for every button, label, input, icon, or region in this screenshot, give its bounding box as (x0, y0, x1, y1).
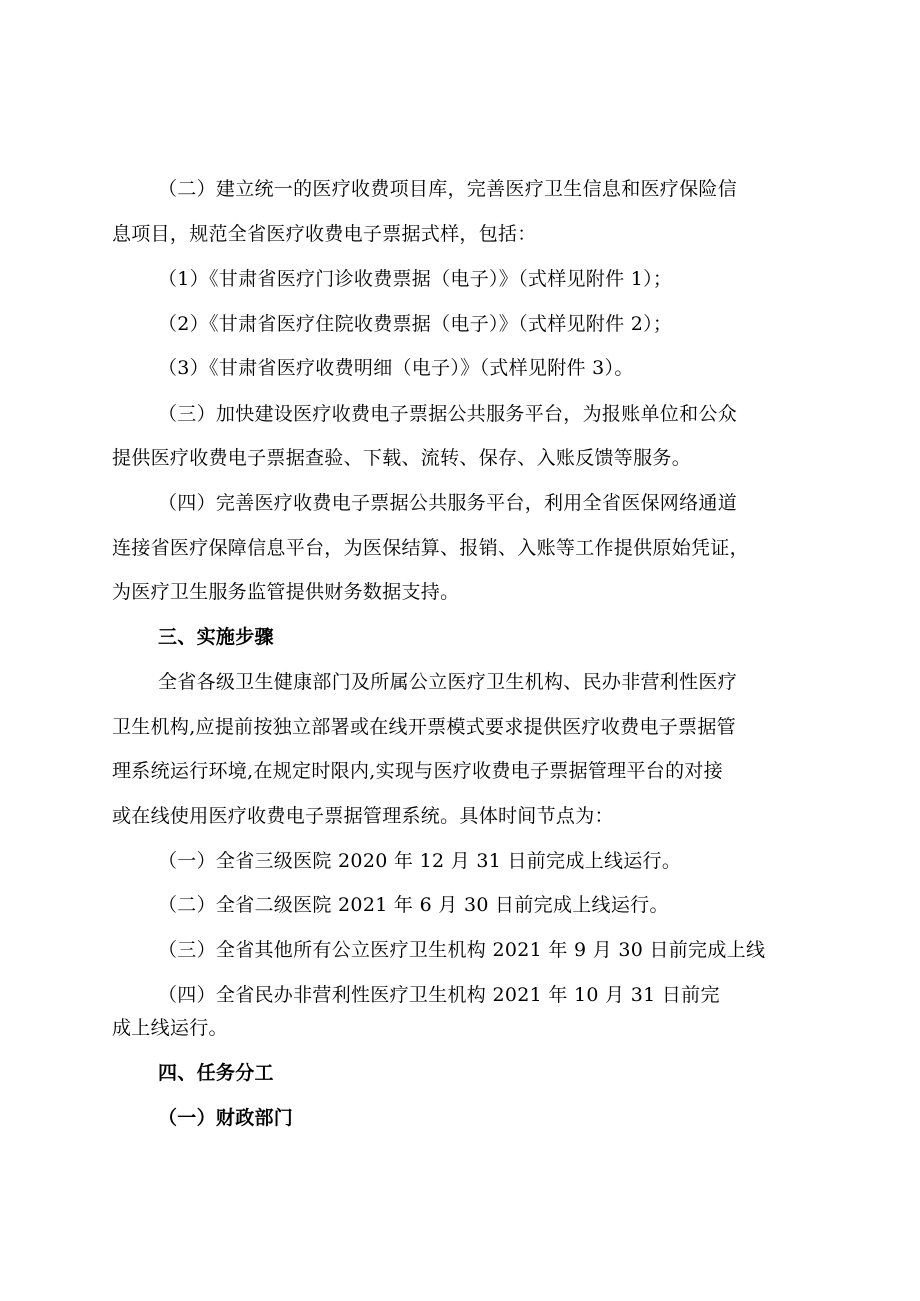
step-4-line-1: （四）全省民办非营利性医疗卫生机构 2021 年 10 月 31 日前完 (158, 984, 720, 1006)
step-4-line-2: 成上线运行。 (112, 1017, 228, 1039)
step-3: （三）全省其他所有公立医疗卫生机构 2021 年 9 月 30 日前完成上线 (158, 939, 766, 961)
section-3-heading: 三、实施步骤 (158, 626, 274, 648)
section-3-para-line-4: 或在线使用医疗收费电子票据管理系统。具体时间节点为： (112, 805, 614, 827)
item-3-line-2: 提供医疗收费电子票据查验、下载、流转、保存、入账反馈等服务。 (112, 447, 692, 469)
item-2-line-2: 息项目，规范全省医疗收费电子票据式样，包括： (112, 223, 537, 245)
sub-item-3: （3）《甘肃省医疗收费明细（电子）》（式样见附件 3）。 (158, 357, 634, 379)
section-4-sub-heading: （一）财政部门 (158, 1107, 294, 1129)
section-3-para-line-2: 卫生机构,应提前按独立部署或在线开票模式要求提供医疗收费电子票据管 (112, 716, 736, 738)
item-4-line-3: 为医疗卫生服务监管提供财务数据支持。 (112, 581, 460, 603)
item-4-line-2: 连接省医疗保障信息平台，为医保结算、报销、入账等工作提供原始凭证， (112, 537, 749, 559)
item-3-line-1: （三）加快建设医疗收费电子票据公共服务平台，为报账单位和公众 (158, 403, 738, 425)
sub-item-2: （2）《甘肃省医疗住院收费票据（电子）》（式样见附件 2）； (158, 313, 673, 335)
section-4-heading: 四、任务分工 (158, 1062, 274, 1084)
step-2: （二）全省二级医院 2021 年 6 月 30 日前完成上线运行。 (158, 894, 669, 916)
step-1: （一）全省三级医院 2020 年 12 月 31 日前完成上线运行。 (158, 850, 682, 872)
section-3-para-line-1: 全省各级卫生健康部门及所属公立医疗卫生机构、民办非营利性医疗 (158, 671, 738, 693)
sub-item-1: （1）《甘肃省医疗门诊收费票据（电子）》（式样见附件 1）； (158, 268, 673, 290)
item-2-line-1: （二）建立统一的医疗收费项目库，完善医疗卫生信息和医疗保险信 (158, 178, 738, 200)
item-4-line-1: （四）完善医疗收费电子票据公共服务平台，利用全省医保网络通道 (158, 492, 738, 514)
section-3-para-line-3: 理系统运行环境,在规定时限内,实现与医疗收费电子票据管理平台的对接 (112, 760, 723, 782)
